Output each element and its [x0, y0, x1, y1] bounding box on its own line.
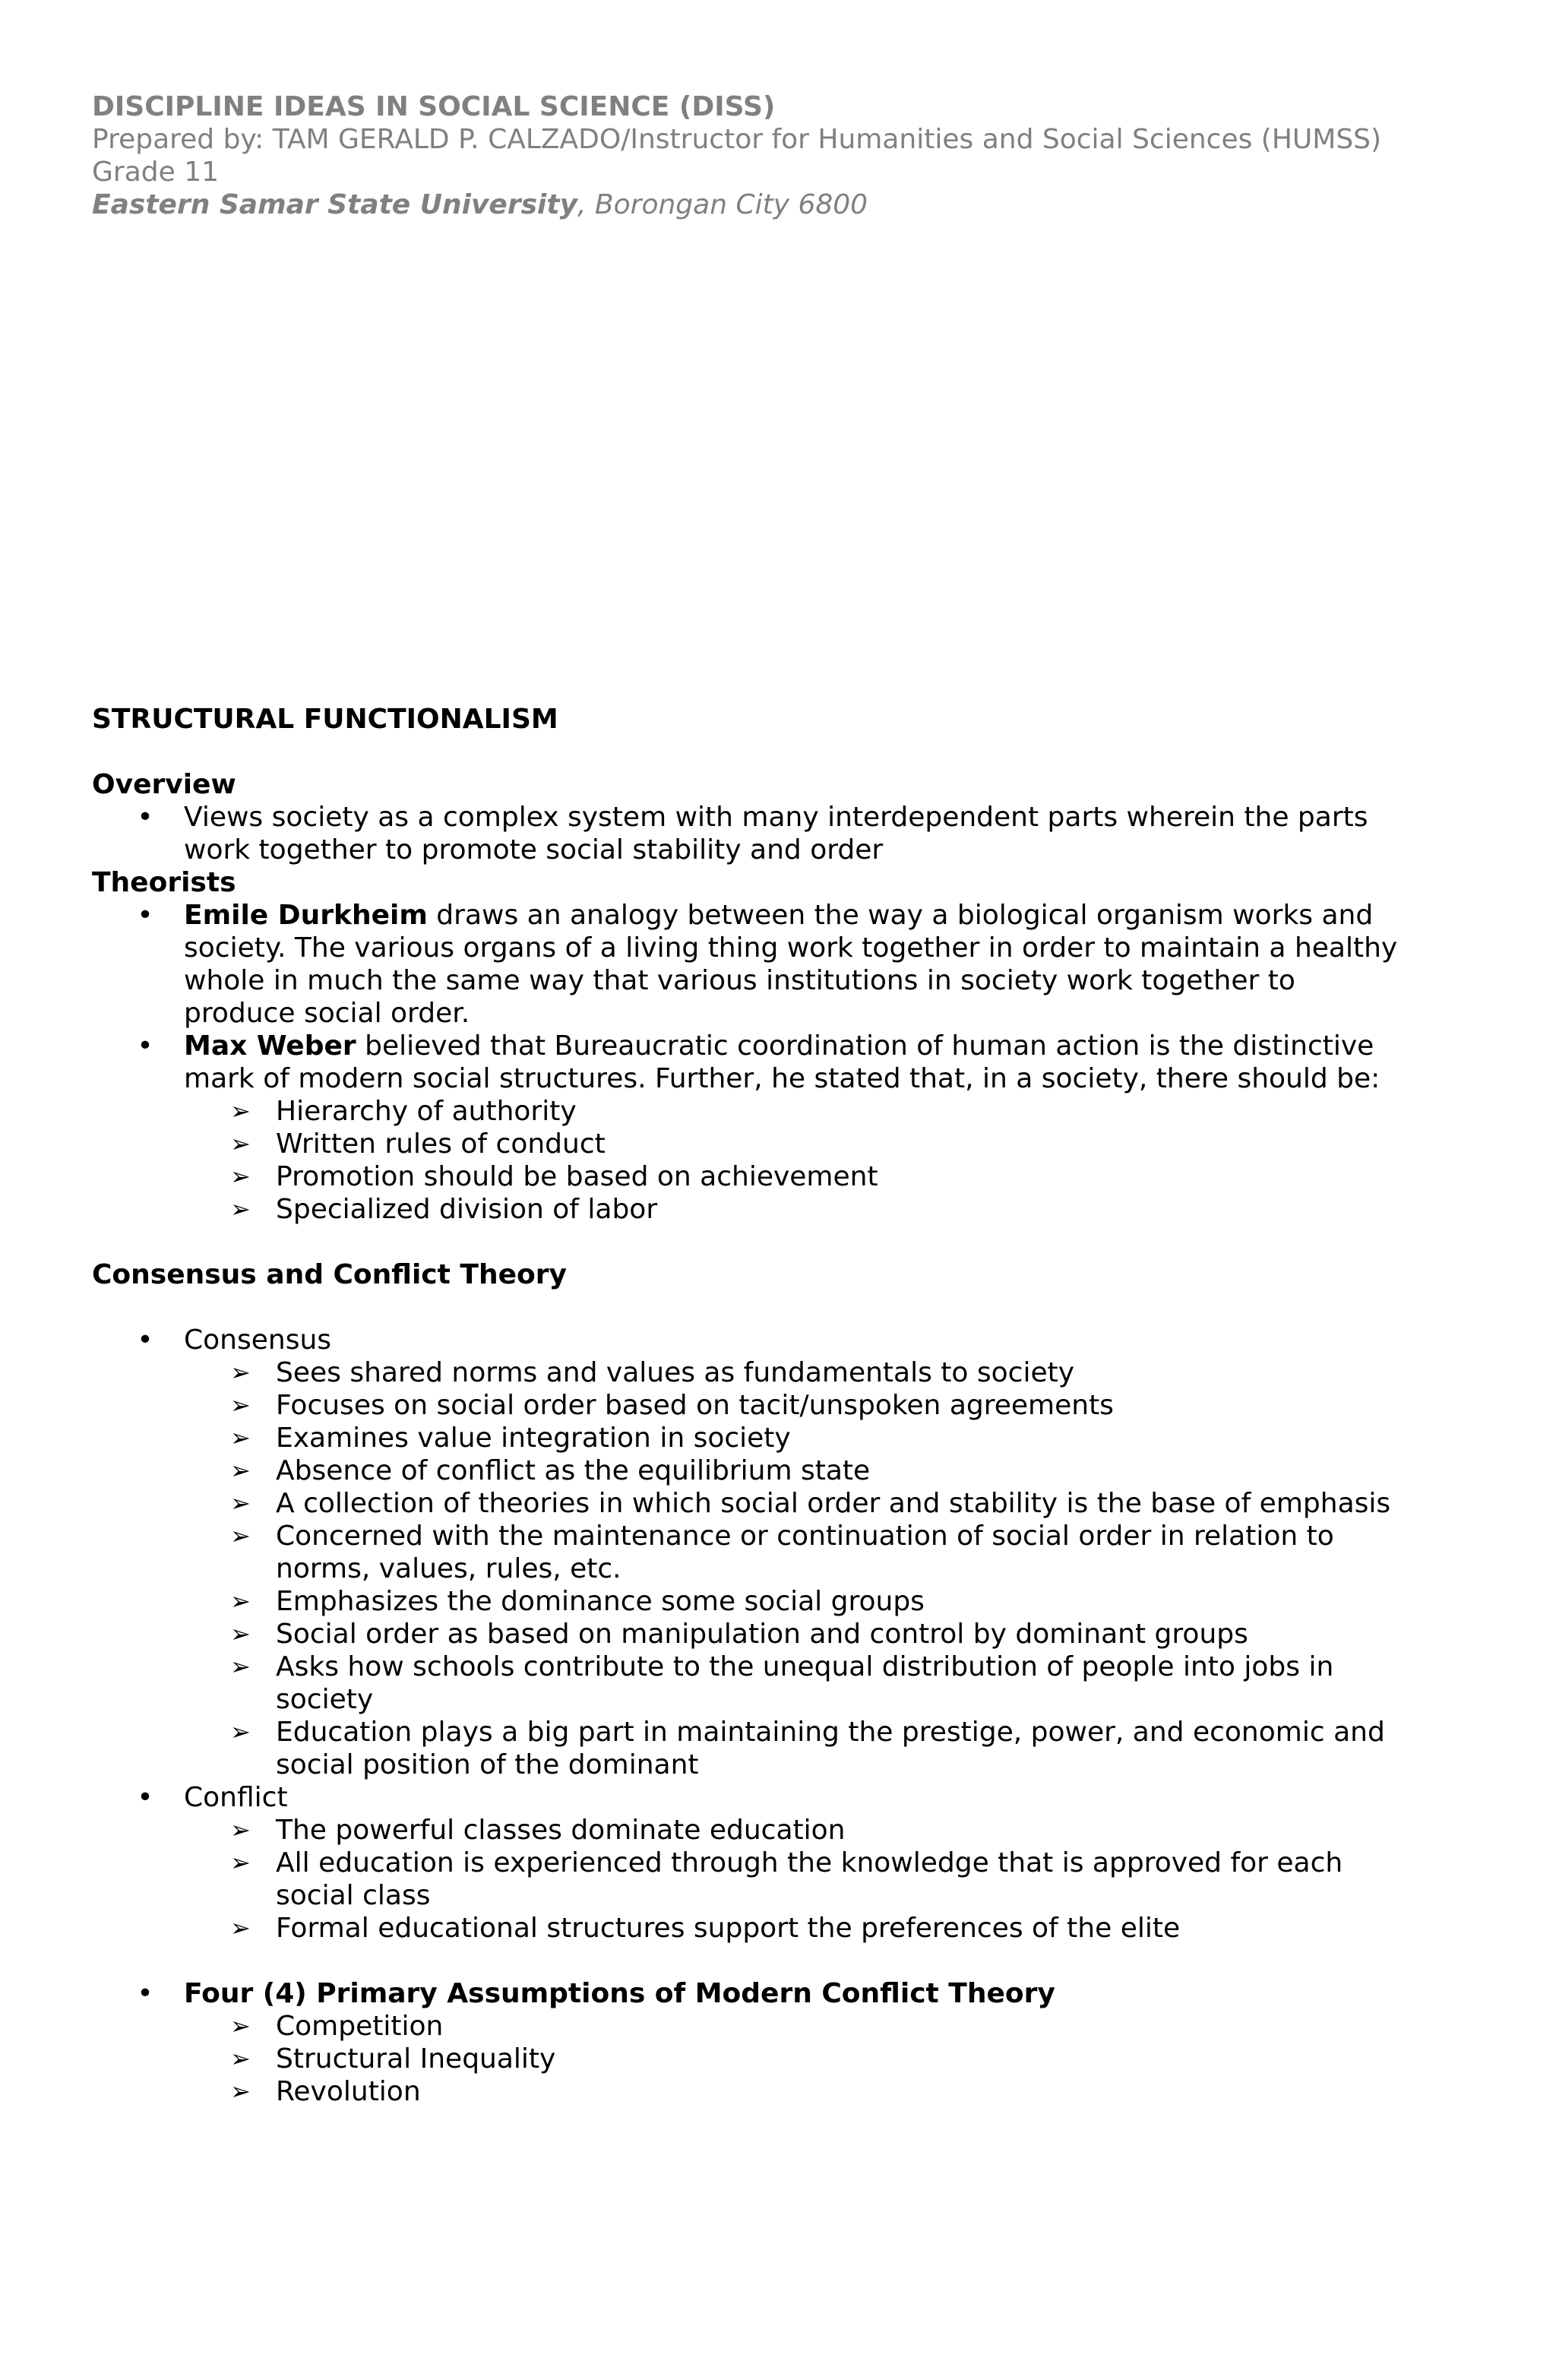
theorist-name: Emile Durkheim — [184, 900, 428, 931]
list-item: ➢ All education is experienced through the knowledge that is approved for each social class — [230, 1847, 1343, 1911]
theorist-name: Max Weber — [184, 1030, 356, 1062]
university-name: Eastern Samar State University — [92, 189, 578, 220]
weber-sublist — [92, 1095, 1399, 1226]
arrow-bullet-icon: ➢ — [230, 2044, 251, 2073]
list-item: ➢ Concerned with the maintenance or continuation of social order in relation to norms, values, rules, etc. — [230, 1521, 1334, 1584]
list-item-weber — [92, 1030, 1399, 1095]
list-item: ➢ Social order as based on manipulation and control by dominant groups — [230, 1619, 1248, 1650]
spacer — [92, 1291, 1399, 1324]
overview-list — [92, 801, 1399, 866]
overview-heading: Overview — [92, 769, 236, 800]
arrow-bullet-icon: ➢ — [230, 1913, 251, 1942]
arrow-bullet-icon: ➢ — [230, 2077, 251, 2106]
arrow-bullet-icon: ➢ — [230, 1097, 251, 1125]
section-title-structural-functionalism: STRUCTURAL FUNCTIONALISM — [92, 704, 558, 735]
arrow-bullet-icon: ➢ — [230, 1848, 251, 1877]
list-item: ➢ Revolution — [230, 2076, 421, 2107]
arrow-bullet-icon: ➢ — [230, 1456, 251, 1485]
list-item: • Views society as a complex system with many interdependent parts wherein the parts work together to promote social stability and order — [92, 801, 1399, 866]
prepared-by: Prepared by: TAM GERALD P. CALZADO/Instructor for Humanities and Social Sciences (HUMSS) Grade 11 — [92, 124, 1382, 188]
conflict-list — [92, 1781, 1399, 1814]
arrow-bullet-icon: ➢ — [230, 1391, 251, 1419]
list-item: ➢ Emphasizes the dominance some social groups — [230, 1586, 925, 1617]
list-item: ➢ Examines value integration in society — [230, 1423, 791, 1454]
arrow-bullet-icon: ➢ — [230, 1129, 251, 1158]
assumptions-list — [92, 1977, 1399, 2010]
list-item: ➢ Promotion should be based on achievement — [230, 1161, 878, 1192]
list-item: ➢ Sees shared norms and values as fundamentals to society — [230, 1357, 1075, 1388]
list-item: ➢ The powerful classes dominate education — [230, 1815, 846, 1846]
list-item-durkheim — [92, 899, 1399, 1030]
arrow-bullet-icon: ➢ — [230, 1162, 251, 1191]
list-item: ➢ Absence of conflict as the equilibrium state — [230, 1455, 871, 1486]
arrow-bullet-icon: ➢ — [230, 2011, 251, 2040]
arrow-bullet-icon: ➢ — [230, 1619, 251, 1648]
theorists-heading: Theorists — [92, 867, 236, 898]
course-title: DISCIPLINE IDEAS IN SOCIAL SCIENCE (DISS) — [92, 91, 776, 122]
list-item: ➢ Asks how schools contribute to the unequal distribution of people into jobs in society — [230, 1651, 1334, 1715]
list-item: ➢ Hierarchy of authority — [230, 1096, 577, 1127]
section-title-consensus-conflict: Consensus and Conflict Theory — [92, 1259, 567, 1290]
consensus-conflict-list — [92, 1324, 1399, 1356]
list-item: ➢ Education plays a big part in maintaining the prestige, power, and economic and social position of the dominant — [230, 1717, 1385, 1780]
list-item: ➢ Focuses on social order based on tacit/unspoken agreements — [230, 1390, 1114, 1421]
consensus-sublist — [92, 1356, 1399, 1781]
arrow-bullet-icon: ➢ — [230, 1489, 251, 1518]
assumptions-sublist — [92, 2010, 1399, 2108]
arrow-bullet-icon: ➢ — [230, 1587, 251, 1616]
theorist-description: believed that Bureaucratic coordination of human action is the distinctive mark of modern social structures. Further, he stated that, in a society, there should be: — [184, 1030, 1380, 1094]
list-item-assumptions: • Four (4) Primary Assumptions of Modern Conflict Theory — [92, 1977, 1399, 2010]
list-item: ➢ Structural Inequality — [230, 2043, 556, 2075]
document-body — [92, 703, 1399, 2108]
bullet-icon: • — [137, 1325, 153, 1356]
list-item: ➢ Specialized division of labor — [230, 1194, 658, 1225]
bullet-icon: • — [137, 1782, 153, 1813]
theorist-description: draws an analogy between the way a biological organism works and society. The various organs of a living thing work together in order to maintain a healthy whole in much the same way that various institutions in society work together to produce social order. — [184, 900, 1398, 1029]
list-item: ➢ Formal educational structures support the preferences of the elite — [230, 1913, 1181, 1944]
arrow-bullet-icon: ➢ — [230, 1358, 251, 1387]
conflict-sublist — [92, 1814, 1399, 1945]
list-item: ➢ Written rules of conduct — [230, 1128, 606, 1160]
spacer — [92, 1945, 1399, 1977]
document-header — [92, 90, 1384, 221]
bullet-icon: • — [137, 900, 153, 931]
arrow-bullet-icon: ➢ — [230, 1423, 251, 1452]
bullet-icon: • — [137, 802, 153, 833]
arrow-bullet-icon: ➢ — [230, 1521, 251, 1550]
university-city: , Borongan City 6800 — [577, 189, 868, 220]
list-item-consensus: • Consensus — [92, 1324, 1399, 1356]
university-line — [92, 188, 1384, 221]
arrow-bullet-icon: ➢ — [230, 1815, 251, 1844]
spacer — [92, 736, 1399, 768]
spacer — [92, 1226, 1399, 1258]
list-item-conflict: • Conflict — [92, 1781, 1399, 1814]
arrow-bullet-icon: ➢ — [230, 1195, 251, 1223]
bullet-icon: • — [137, 1030, 153, 1062]
arrow-bullet-icon: ➢ — [230, 1717, 251, 1746]
arrow-bullet-icon: ➢ — [230, 1652, 251, 1681]
list-item: ➢ Competition — [230, 2011, 444, 2042]
bullet-icon: • — [137, 1978, 153, 2009]
list-item: ➢ A collection of theories in which social order and stability is the base of emphasis — [230, 1488, 1391, 1519]
theorists-list — [92, 899, 1399, 1095]
